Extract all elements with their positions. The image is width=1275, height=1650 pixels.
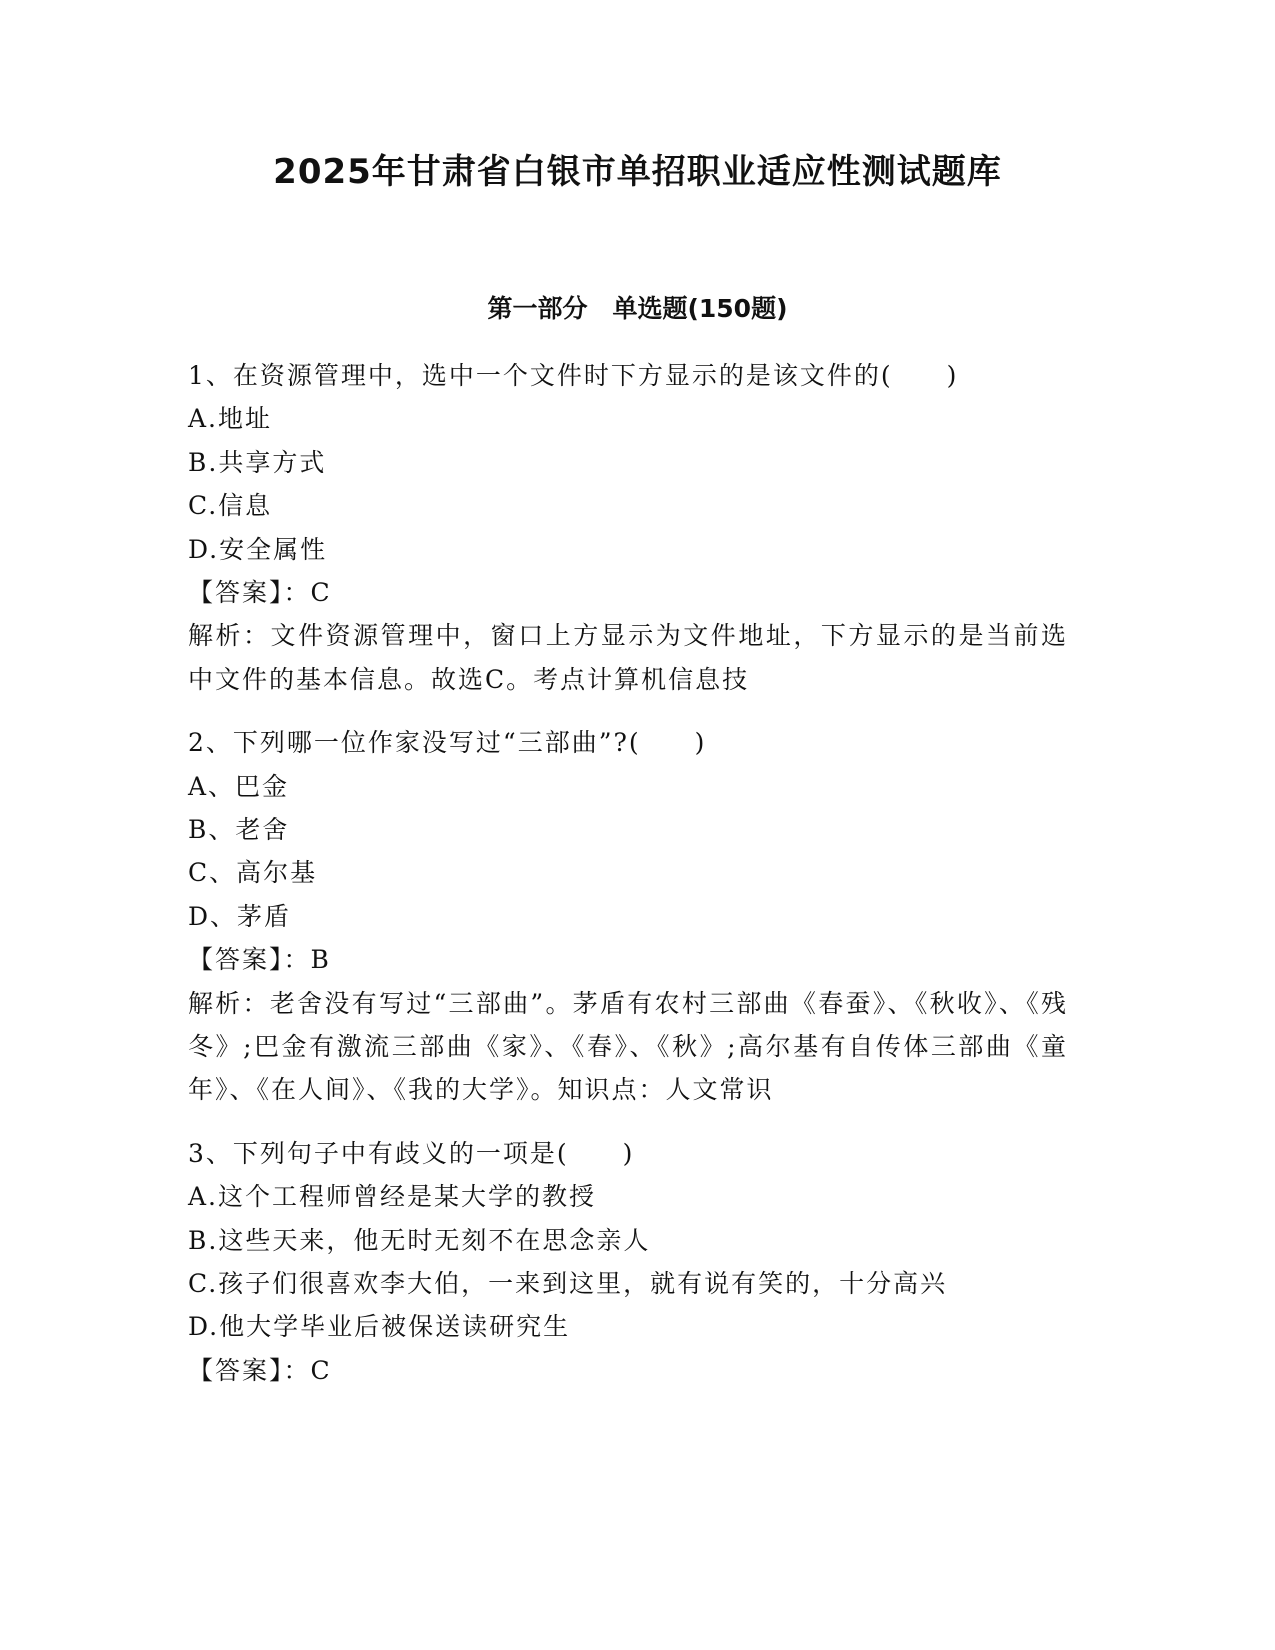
option-a: A.地址	[188, 404, 273, 434]
option-c: C.孩子们很喜欢李大伯，一来到这里，就有说有笑的，十分高兴	[188, 1268, 948, 1298]
question-block	[188, 354, 1068, 701]
option-b: B.共享方式	[188, 447, 327, 477]
answer: 【答案】：C	[188, 577, 332, 607]
option-d: D.他大学毕业后被保送读研究生	[188, 1312, 571, 1342]
question-block	[188, 721, 1068, 1112]
question-stem: 2、下列哪一位作家没写过“三部曲”?( )	[188, 728, 707, 758]
section-title: 第一部分 单选题(150题)	[487, 294, 788, 323]
answer: 【答案】：B	[188, 945, 331, 975]
question-stem: 3、下列句子中有歧义的一项是( )	[188, 1138, 635, 1168]
document-title: 2025年甘肃省白银市单招职业适应性测试题库	[273, 152, 1002, 192]
option-d: D.安全属性	[188, 534, 328, 564]
explanation: 解析：文件资源管理中，窗口上方显示为文件地址，下方显示的是当前选中文件的基本信息。故选C。考点计算机信息技	[188, 621, 1068, 694]
question-block	[188, 1132, 1068, 1392]
option-c: C、高尔基	[188, 858, 318, 888]
question-stem: 1、在资源管理中，选中一个文件时下方显示的是该文件的( )	[188, 361, 959, 390]
option-b: B、老舍	[188, 814, 290, 844]
option-c: C.信息	[188, 491, 273, 521]
answer: 【答案】：C	[188, 1355, 332, 1385]
explanation: 解析：老舍没有写过“三部曲”。茅盾有农村三部曲《春蚕》、《秋收》、《残冬》;巴金有激流三部曲《家》、《春》、《秋》;高尔基有自传体三部曲《童年》、《在人间》、《我的大学》。知识点：人文常识	[188, 988, 1068, 1105]
option-a: A.这个工程师曾经是某大学的教授	[188, 1182, 597, 1212]
option-b: B.这些天来，他无时无刻不在思念亲人	[188, 1225, 651, 1255]
option-d: D、茅盾	[188, 901, 292, 931]
question-list	[188, 354, 1068, 1392]
option-a: A、巴金	[188, 771, 290, 801]
